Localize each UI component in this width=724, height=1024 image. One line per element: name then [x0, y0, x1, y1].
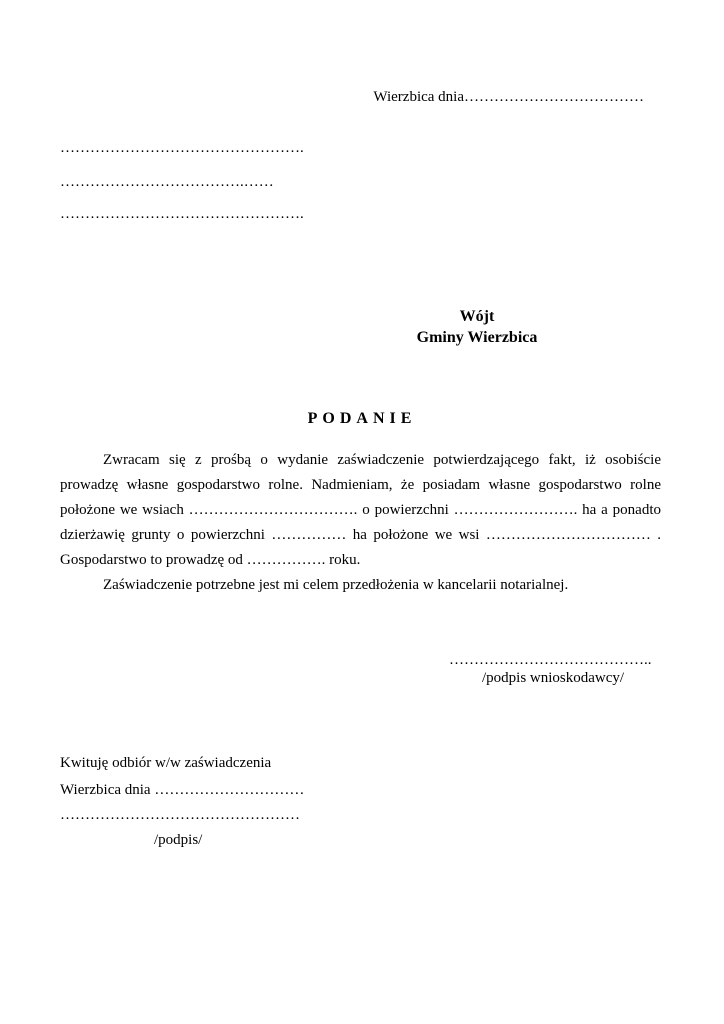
- place-date-line: Wierzbica dnia………………………………: [373, 89, 644, 105]
- applicant-line-2: ……………………………….……: [60, 174, 274, 190]
- receipt-date-line: Wierzbica dnia …………………………: [60, 782, 305, 798]
- receipt-signature-label: /podpis/: [154, 832, 203, 848]
- body-paragraph-2: Zaświadczenie potrzebne jest mi celem przedłożenia w kancelarii notarialnej.: [103, 577, 569, 593]
- body-paragraph-1: Zwracam się z prośbą o wydanie zaświadczenie potwierdzającego fakt, iż osobiście prowadzę własne gospodarstwo rolne. Nadmieniam, że posiadam własne gospodarstwo rolne położone we wsiach ……………………………. o powierzchni ……………………. ha a ponadto dzierżawię grunty o powierzchni …………… ha położone we wsi …………………………… . Gospodarstwo to prowadzę od ……………. roku.: [60, 452, 661, 568]
- document-title: PODANIE: [307, 410, 417, 427]
- recipient-block: [402, 306, 552, 348]
- receipt-signature-line: …………………………………………: [60, 807, 300, 823]
- applicant-line-3: ………………………………………….: [60, 206, 304, 222]
- applicant-signature-label: /podpis wnioskodawcy/: [482, 670, 625, 686]
- recipient-office: Gminy Wierzbica: [416, 329, 538, 346]
- document-body: [60, 448, 661, 598]
- recipient-title: Wójt: [459, 308, 495, 325]
- receipt-acknowledgement: Kwituję odbiór w/w zaświadczenia: [60, 755, 272, 771]
- applicant-line-1: ………………………………………….: [60, 140, 304, 156]
- applicant-signature-line: …………………………………..: [449, 652, 652, 668]
